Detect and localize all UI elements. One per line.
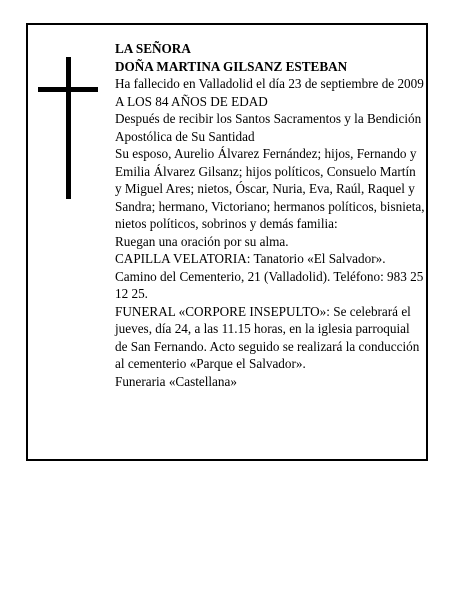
notice-heading: LA SEÑORA [115, 41, 191, 56]
obituary-notice [26, 23, 428, 461]
funeral-info: FUNERAL «CORPORE INSEPULTO»: Se celebrará el jueves, día 24, a las 11.15 horas, en la iglesia parroquial de San Fernando. Acto seguido se realizará la conducción al cementerio «Parque el Salvador». [115, 303, 420, 371]
funeral-home: Funeraria «Castellana» [115, 373, 237, 389]
prayer-request: Ruegan una oración por su alma. [115, 233, 289, 249]
notice-body [115, 40, 425, 390]
sacraments-statement: Después de recibir los Santos Sacramentos y la Bendición Apostólica de Su Santidad [115, 111, 422, 144]
deceased-name: DOÑA MARTINA GILSANZ ESTEBAN [115, 58, 348, 74]
death-statement: Ha fallecido en Valladolid el día 23 de septiembre de 2009 [115, 76, 424, 91]
cross-icon [38, 57, 98, 199]
cross-horizontal-bar [38, 87, 98, 92]
chapel-info: CAPILLA VELATORIA: Tanatorio «El Salvador». Camino del Cementerio, 21 (Valladolid). Teléfono: 983 25 12 25. [115, 251, 424, 301]
age-statement: A LOS 84 AÑOS DE EDAD [115, 93, 268, 109]
cross-vertical-bar [66, 57, 71, 199]
family-list: Su esposo, Aurelio Álvarez Fernández; hijos, Fernando y Emilia Álvarez Gilsanz; hijos políticos, Consuelo Martín y Miguel Ares; nietos, Óscar, Nuria, Eva, Raúl, Raquel y Sandra; hermano, Victoriano; hermanos políticos, bisnieta, nietos políticos, sobrinos y demás familia: [115, 146, 425, 231]
